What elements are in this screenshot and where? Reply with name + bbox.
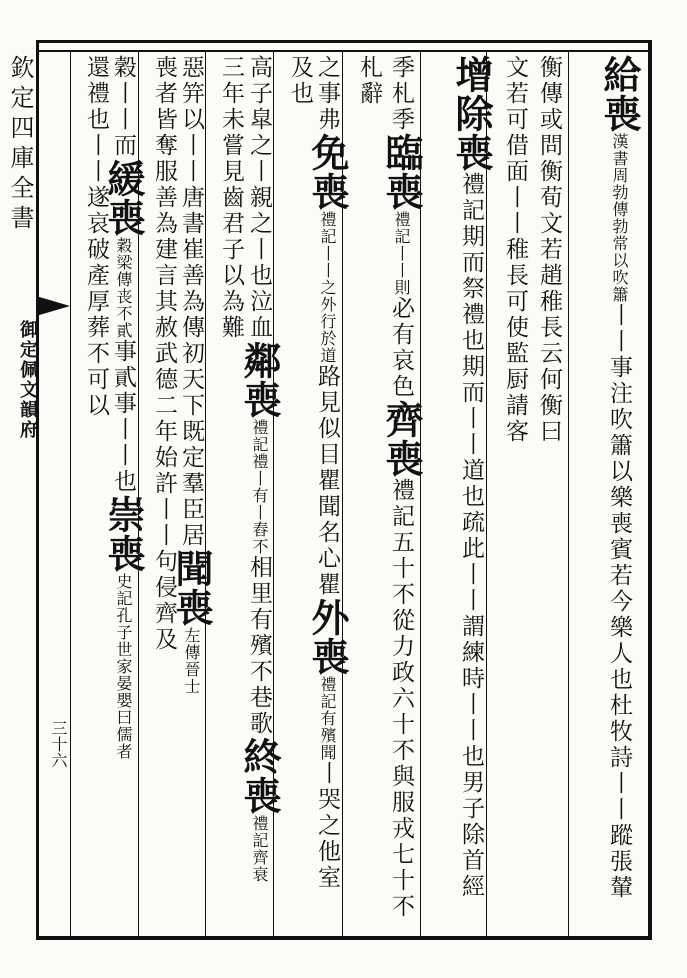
entry-headword: 緩喪 [101,159,146,237]
entry-text: 漢書周勃傳勃常以吹簫 [610,133,629,303]
entry-headword: 聞喪 [169,549,214,627]
entry-text: 及也 [287,55,313,107]
text-column [73,55,119,920]
entry-text: 相里有殯不巷歌 [246,555,272,737]
entry-text: 禮記有殯聞 [318,676,337,761]
entry-headword: 崇喪 [101,495,146,573]
entry-headword: 齊喪 [379,400,424,478]
text-column [448,55,494,920]
entry-text: 季札季 [388,55,414,133]
entry-text: 禮記丨丨則 [392,211,411,296]
entry-text: 史記孔子世家晏嬰曰儒者 [114,573,133,760]
entry-text: 惡笄以丨丨唐書崔善為傳初天下既定羣臣居 [178,55,204,549]
entry-headword: 外喪 [305,598,350,676]
entry-text: 事貳事丨丨也 [110,339,136,495]
frame-right-rule [648,40,652,940]
page-number: 三十六 [49,720,68,768]
entry-text: 賓若今樂人也杜牧詩丨丨蹤張輦 [606,537,632,901]
entry-text: 左傳晉士 [182,627,201,695]
entry-text: 三年未嘗見齒君子以為難 [218,55,244,341]
column-divider [70,52,71,936]
entry-headword: 增 [449,55,494,94]
entry-text: 也男子除首經 [458,744,484,900]
entry-text: 丨丨遂哀破產厚葬不可以 [83,133,109,419]
entry-text: 禮記期而祭禮也期而丨丨道也疏此丨丨謂練時丨丨 [458,172,484,744]
entry-text: 文若可借面丨丨稚長可使監厨請客 [502,55,528,445]
entry-text: 丨丨事注吹簫以樂喪 [606,303,632,537]
text-column [277,55,323,920]
entry-headword: 除喪 [449,94,494,172]
entry-text: 穀梁傳丧不貳 [114,237,133,339]
text-column [346,55,392,920]
work-title: 御定佩文韻府 [17,320,38,440]
entry-headword: 給喪 [597,55,642,133]
entry-text: 禮記五十不從力政六十不與服 [388,478,414,816]
entry-text: 高子皐之丨親之丨也泣血 [246,55,272,341]
entry-text: 禮記禮丨有丨舂不 [250,419,269,555]
entry-text: 之事弗 [314,55,340,133]
entry-text: 必有哀色 [388,296,414,400]
entry-headword: 臨喪 [379,133,424,211]
text-column [492,55,538,920]
entry-text: 札辭 [356,55,382,107]
entry-text: 戎七十不 [388,816,414,920]
entry-text: 句侵齊及 [151,549,177,653]
entry-text: 還禮也 [83,55,109,133]
book-title: 欽定四庫全書 [6,55,34,235]
frame-top-inner-rule [36,50,650,52]
entry-headword: 終喪 [237,737,282,815]
entry-text: 穀丨丨而 [110,55,136,159]
entry-text: 禮記齊衰 [250,815,269,883]
entry-text: 衡傳或問衡荀文若趙稚長云何衡曰 [536,55,562,445]
text-column [208,55,254,920]
entry-text: 禮記丨丨之外行於道 [318,211,337,364]
frame-bottom-rule [36,936,650,940]
entry-text: 路見似目瞿聞名心瞿 [314,364,340,598]
entry-headword: 鄰喪 [237,341,282,419]
frame-top-rule [36,40,650,43]
text-column [141,55,187,920]
entry-headword: 免喪 [305,133,350,211]
entry-text: 喪者皆奪服善為建言其赦武德二年始許丨丨 [151,55,177,549]
fish-tail-mark-icon [36,296,70,316]
entry-text: 丨哭之他室 [314,761,340,891]
text-column [596,55,642,920]
